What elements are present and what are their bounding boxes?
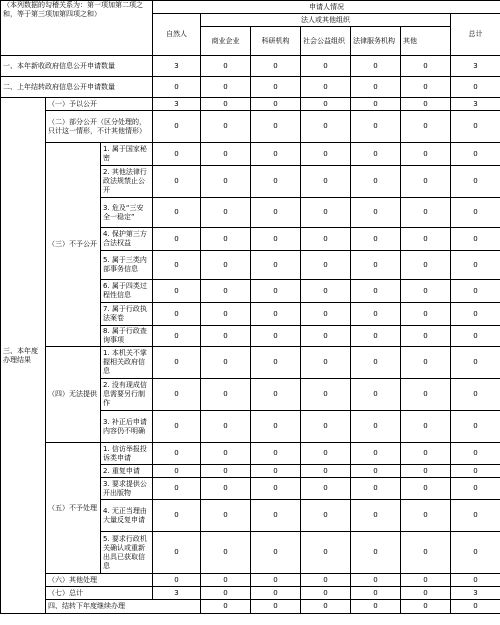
value-cell: 0 <box>301 166 351 198</box>
value-cell: 0 <box>451 198 500 228</box>
value-cell: 0 <box>351 326 401 347</box>
natural-person-header: 自然人 <box>153 14 201 56</box>
value-cell: 0 <box>301 478 351 500</box>
value-cell: 0 <box>351 56 401 77</box>
value-cell: 0 <box>153 198 201 228</box>
value-cell: 0 <box>401 98 451 111</box>
value-cell: 0 <box>351 465 401 478</box>
value-cell: 0 <box>451 532 500 574</box>
note-cell: （本列数据的勾稽关系为：第一项加第二项之和，等于第三项加第四项之和） <box>1 1 153 56</box>
applicant-header: 申请人情况 <box>153 1 500 14</box>
legal-group-header: 法人或其他组织 <box>201 14 451 27</box>
value-cell: 0 <box>153 379 201 411</box>
table-row <box>1 98 500 111</box>
group-label: （四）无法提供 <box>46 347 101 443</box>
value-cell: 0 <box>351 443 401 465</box>
value-cell: 0 <box>351 347 401 379</box>
value-cell: 0 <box>301 574 351 587</box>
value-cell: 0 <box>401 56 451 77</box>
value-cell: 0 <box>351 280 401 303</box>
value-cell: 0 <box>401 198 451 228</box>
value-cell: 0 <box>153 143 201 166</box>
value-cell: 0 <box>451 303 500 326</box>
value-cell: 0 <box>401 166 451 198</box>
value-cell: 0 <box>201 77 251 98</box>
value-cell: 0 <box>301 56 351 77</box>
value-cell: 0 <box>301 379 351 411</box>
value-cell: 0 <box>451 379 500 411</box>
section-three-label: 三、本年度办理结果 <box>1 98 46 614</box>
value-cell: 3 <box>451 56 500 77</box>
value-cell: 0 <box>251 280 301 303</box>
value-cell: 0 <box>451 600 500 614</box>
table-row <box>1 574 500 587</box>
group-label: （五）不予处理 <box>46 443 101 574</box>
value-cell: 0 <box>451 478 500 500</box>
row-label: 2. 没有现成信息需要另行制作 <box>101 379 153 411</box>
row-label: 6. 属于四类过程性信息 <box>101 280 153 303</box>
row-label: （二）部分公开（区分处理的，只计这一情形，不计其他情形） <box>46 111 153 143</box>
value-cell: 0 <box>451 143 500 166</box>
value-cell: 0 <box>201 500 251 532</box>
row-label: 3. 补正后申请内容仍不明确 <box>101 411 153 443</box>
value-cell: 0 <box>251 143 301 166</box>
value-cell: 0 <box>401 111 451 143</box>
value-cell: 0 <box>351 143 401 166</box>
value-cell: 0 <box>201 251 251 280</box>
value-cell: 0 <box>301 251 351 280</box>
table-row <box>1 600 500 614</box>
social-header: 社会公益组织 <box>301 27 351 56</box>
value-cell: 0 <box>301 77 351 98</box>
value-cell: 0 <box>301 326 351 347</box>
row-label: 7. 属于行政执法案卷 <box>101 303 153 326</box>
value-cell: 0 <box>351 303 401 326</box>
value-cell: 0 <box>251 347 301 379</box>
value-cell: 3 <box>153 587 201 600</box>
value-cell: 0 <box>401 587 451 600</box>
value-cell: 0 <box>251 198 301 228</box>
value-cell: 0 <box>251 166 301 198</box>
value-cell: 3 <box>451 98 500 111</box>
other-header: 其他 <box>401 27 451 56</box>
legal-service-header: 法律服务机构 <box>351 27 401 56</box>
value-cell: 0 <box>401 443 451 465</box>
value-cell: 0 <box>201 600 251 614</box>
value-cell: 0 <box>153 77 201 98</box>
value-cell: 0 <box>153 347 201 379</box>
value-cell: 0 <box>301 198 351 228</box>
value-cell: 0 <box>351 411 401 443</box>
value-cell: 0 <box>201 478 251 500</box>
table-row <box>1 56 500 77</box>
group-label: （三）不予公开 <box>46 143 101 347</box>
value-cell: 0 <box>251 478 301 500</box>
value-cell: 0 <box>401 465 451 478</box>
value-cell: 0 <box>351 198 401 228</box>
value-cell: 0 <box>351 600 401 614</box>
value-cell: 0 <box>251 587 301 600</box>
value-cell: 0 <box>251 251 301 280</box>
value-cell: 0 <box>251 326 301 347</box>
value-cell: 0 <box>351 574 401 587</box>
value-cell: 0 <box>401 303 451 326</box>
value-cell: 0 <box>201 411 251 443</box>
value-cell: 0 <box>451 166 500 198</box>
row-label: 3. 危及“三安全一稳定” <box>101 198 153 228</box>
value-cell: 0 <box>251 77 301 98</box>
value-cell: 0 <box>301 600 351 614</box>
row-label: 2. 重复申请 <box>101 465 153 478</box>
row-label: 2. 其他法律行政法规禁止公开 <box>101 166 153 198</box>
value-cell: 0 <box>351 111 401 143</box>
value-cell: 0 <box>301 500 351 532</box>
value-cell: 0 <box>351 500 401 532</box>
value-cell: 0 <box>153 303 201 326</box>
value-cell: 0 <box>401 411 451 443</box>
row-label: （七）总计 <box>46 587 153 600</box>
value-cell: 0 <box>153 280 201 303</box>
value-cell: 0 <box>201 111 251 143</box>
value-cell: 0 <box>201 574 251 587</box>
row-label: 1. 属于国家秘密 <box>101 143 153 166</box>
value-cell: 0 <box>251 465 301 478</box>
value-cell: 0 <box>201 532 251 574</box>
value-cell: 0 <box>401 77 451 98</box>
value-cell: 0 <box>451 326 500 347</box>
value-cell: 0 <box>201 303 251 326</box>
value-cell: 0 <box>401 478 451 500</box>
value-cell: 0 <box>201 56 251 77</box>
row-label: 5. 要求行政机关确认或重新出具已获取信息 <box>101 532 153 574</box>
value-cell: 0 <box>251 443 301 465</box>
value-cell: 0 <box>451 251 500 280</box>
table-row <box>1 77 500 98</box>
value-cell: 0 <box>301 587 351 600</box>
value-cell: 0 <box>351 251 401 280</box>
table-row <box>1 443 500 465</box>
value-cell: 0 <box>451 77 500 98</box>
value-cell: 0 <box>153 465 201 478</box>
value-cell: 0 <box>351 77 401 98</box>
row-label: 8. 属于行政查询事项 <box>101 326 153 347</box>
value-cell: 0 <box>201 587 251 600</box>
value-cell: 0 <box>301 303 351 326</box>
value-cell: 0 <box>301 347 351 379</box>
value-cell: 0 <box>251 111 301 143</box>
row-label: 5. 属于三类内部事务信息 <box>101 251 153 280</box>
value-cell: 0 <box>451 228 500 251</box>
value-cell: 0 <box>351 228 401 251</box>
value-cell: 0 <box>153 111 201 143</box>
value-cell: 3 <box>153 56 201 77</box>
value-cell: 0 <box>201 465 251 478</box>
value-cell: 0 <box>251 98 301 111</box>
value-cell: 0 <box>401 500 451 532</box>
value-cell: 0 <box>401 251 451 280</box>
value-cell: 0 <box>301 443 351 465</box>
value-cell: 0 <box>451 280 500 303</box>
value-cell: 0 <box>153 228 201 251</box>
value-cell: 0 <box>201 347 251 379</box>
value-cell: 0 <box>451 411 500 443</box>
value-cell: 0 <box>451 465 500 478</box>
value-cell: 0 <box>301 143 351 166</box>
value-cell: 0 <box>201 98 251 111</box>
row-label: （六）其他处理 <box>46 574 153 587</box>
value-cell: 0 <box>153 251 201 280</box>
table-row <box>1 587 500 600</box>
value-cell: 0 <box>251 303 301 326</box>
value-cell: 0 <box>251 600 301 614</box>
value-cell: 0 <box>251 574 301 587</box>
value-cell: 0 <box>401 574 451 587</box>
row-label: 3. 要求提供公开出版物 <box>101 478 153 500</box>
value-cell: 0 <box>201 326 251 347</box>
value-cell: 0 <box>351 166 401 198</box>
value-cell: 0 <box>401 532 451 574</box>
value-cell: 0 <box>251 500 301 532</box>
value-cell: 0 <box>153 478 201 500</box>
table-row <box>1 347 500 379</box>
value-cell: 0 <box>201 443 251 465</box>
value-cell: 0 <box>301 465 351 478</box>
row-label: （一）予以公开 <box>46 98 153 111</box>
value-cell: 0 <box>301 111 351 143</box>
value-cell: 0 <box>401 600 451 614</box>
value-cell: 0 <box>451 111 500 143</box>
row-label: 4. 无正当理由大量反复申请 <box>101 500 153 532</box>
value-cell: 0 <box>451 500 500 532</box>
value-cell: 0 <box>201 166 251 198</box>
value-cell: 0 <box>153 500 201 532</box>
value-cell: 0 <box>301 532 351 574</box>
value-cell: 0 <box>201 198 251 228</box>
row-label: 四、结转下年度继续办理 <box>46 600 201 614</box>
value-cell: 0 <box>201 280 251 303</box>
row-label: 1. 本机关不掌握相关政府信息 <box>101 347 153 379</box>
total-header: 总计 <box>451 14 500 56</box>
value-cell: 0 <box>153 574 201 587</box>
table-row <box>1 111 500 143</box>
value-cell: 0 <box>251 228 301 251</box>
value-cell: 0 <box>401 143 451 166</box>
value-cell: 0 <box>201 228 251 251</box>
value-cell: 0 <box>401 347 451 379</box>
table-row <box>1 143 500 166</box>
research-header: 科研机构 <box>251 27 301 56</box>
value-cell: 0 <box>301 411 351 443</box>
row-label: 一、本年新收政府信息公开申请数量 <box>1 56 153 77</box>
value-cell: 0 <box>351 98 401 111</box>
value-cell: 0 <box>351 379 401 411</box>
value-cell: 0 <box>153 443 201 465</box>
value-cell: 0 <box>251 532 301 574</box>
value-cell: 0 <box>301 280 351 303</box>
value-cell: 0 <box>153 411 201 443</box>
value-cell: 0 <box>401 326 451 347</box>
value-cell: 0 <box>301 228 351 251</box>
value-cell: 3 <box>153 98 201 111</box>
value-cell: 0 <box>251 379 301 411</box>
value-cell: 0 <box>451 443 500 465</box>
value-cell: 0 <box>153 166 201 198</box>
value-cell: 0 <box>153 326 201 347</box>
value-cell: 0 <box>401 280 451 303</box>
value-cell: 0 <box>153 532 201 574</box>
row-label: 二、上年结转政府信息公开申请数量 <box>1 77 153 98</box>
value-cell: 0 <box>201 379 251 411</box>
row-label: 4. 保护第三方合法权益 <box>101 228 153 251</box>
value-cell: 0 <box>451 347 500 379</box>
value-cell: 0 <box>351 532 401 574</box>
value-cell: 0 <box>301 98 351 111</box>
value-cell: 0 <box>401 228 451 251</box>
value-cell: 0 <box>251 411 301 443</box>
value-cell: 0 <box>451 574 500 587</box>
commercial-header: 商业企业 <box>201 27 251 56</box>
value-cell: 0 <box>251 56 301 77</box>
value-cell: 3 <box>451 587 500 600</box>
row-label: 1. 信访举报投诉类申请 <box>101 443 153 465</box>
value-cell: 0 <box>351 587 401 600</box>
value-cell: 0 <box>351 478 401 500</box>
value-cell: 0 <box>201 143 251 166</box>
value-cell: 0 <box>401 379 451 411</box>
